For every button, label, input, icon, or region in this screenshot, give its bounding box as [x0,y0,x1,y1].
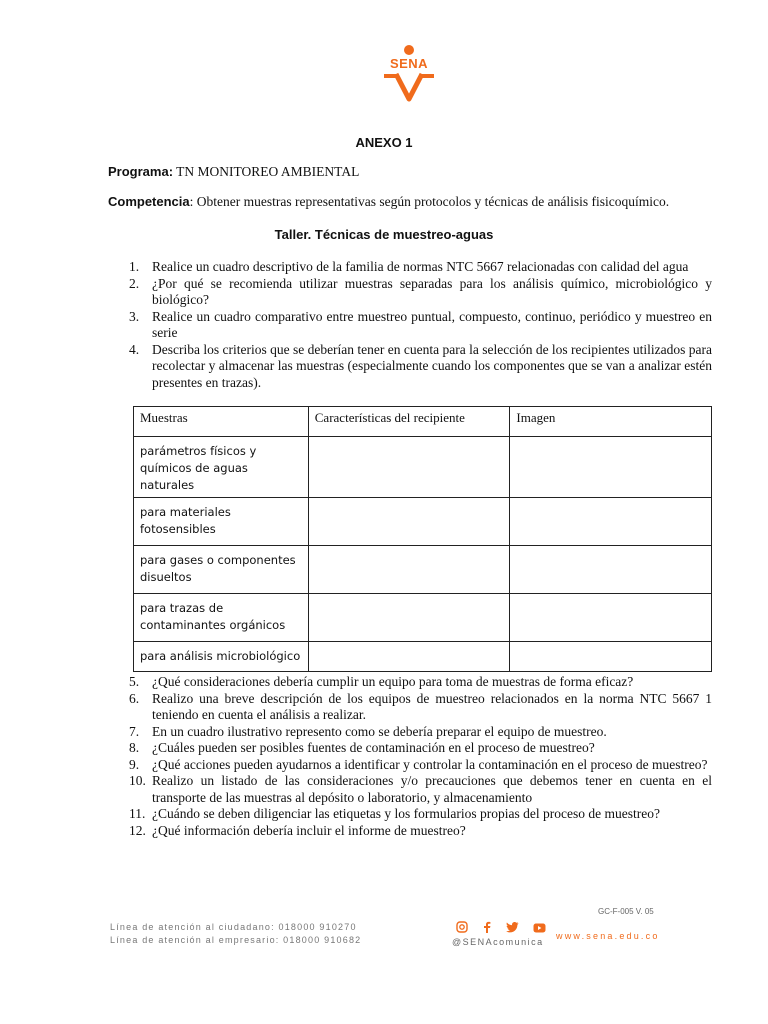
table-header-row [134,407,712,437]
table-cell-image[interactable] [510,437,712,498]
facebook-icon[interactable] [482,920,492,938]
table-header: Imagen [510,407,712,437]
workshop-title: Taller. Técnicas de muestreo-aguas [274,227,494,242]
question-item: 6. Realizo una breve descripción de los equipos de muestreo relacionados en la norma NTC 5667 1 teniendo en cuenta el análisis a realizar. [129,690,712,722]
table-row [134,642,712,672]
competence-line [108,194,718,210]
table-row [134,437,712,498]
question-item: 7. En un cuadro ilustrativo represento como se debería preparar el equipo de muestreo. [129,723,607,739]
table-row [134,594,712,642]
table-cell-sample: para trazas de contaminantes orgánicos [134,594,309,642]
question-item: 5. ¿Qué consideraciones debería cumplir un equipo para toma de muestras de forma eficaz? [129,674,634,689]
sena-logo [374,44,444,104]
question-item: 12. ¿Qué información debería incluir el informe de muestreo? [129,822,466,838]
table-header: Muestras [134,407,309,437]
table-cell-container[interactable] [308,498,510,546]
question-item: 9. ¿Qué acciones pueden ayudarnos a identificar y controlar la contaminación en el proceso de muestreo? [129,756,708,772]
question-item: 3. Realice un cuadro comparativo entre muestreo puntual, compuesto, continuo, periódico y muestreo en serie [129,308,712,340]
table-cell-sample: para análisis microbiológico [134,642,309,672]
table-cell-sample: parámetros físicos y químicos de aguas naturales [134,437,309,498]
table-cell-sample: para materiales fotosensibles [134,498,309,546]
samples-table [133,406,712,672]
logo-text: SENA [389,56,429,71]
table-cell-image[interactable] [510,546,712,594]
table-row [134,498,712,546]
table-cell-container[interactable] [308,594,510,642]
website-link[interactable]: www.sena.edu.co [556,931,660,941]
form-code: GC-F-005 V. 05 [598,907,654,916]
social-icons [456,920,556,934]
table-cell-image[interactable] [510,594,712,642]
social-handle[interactable]: @SENAcomunica [452,937,544,947]
table-cell-image[interactable] [510,498,712,546]
question-item: 11. ¿Cuándo se deben diligenciar las etiquetas y los formularios propias del proceso de muestreo? [129,806,660,821]
question-item: 8. ¿Cuáles pueden ser posibles fuentes de contaminación en el proceso de muestreo? [129,740,595,755]
competence-label: Competencia [108,194,190,209]
footer-contact [110,921,361,947]
question-item: 4. Describa los criterios que se deberían tener en cuenta para la selección de los recipientes utilizados para recolectar y almacenar las muestras (especialmente cuando los componentes que se van a analizar estén presentes en trazas). [129,341,712,390]
program-label: Programa: [108,164,174,179]
annex-title: ANEXO 1 [355,135,413,150]
business-line: Línea de atención al empresario: 018000 910682 [110,935,362,945]
twitter-icon[interactable] [506,920,519,938]
table-cell-container[interactable] [308,546,510,594]
sena-logo-mark [374,44,444,104]
instagram-icon[interactable] [456,920,468,938]
questions-list-a [108,259,712,391]
youtube-icon[interactable] [533,920,546,938]
table-row [134,546,712,594]
table-cell-sample: para gases o componentes disueltos [134,546,309,594]
question-item: 1. Realice un cuadro descriptivo de la familia de normas NTC 5667 relacionadas con calidad del agua [129,259,689,274]
table-cell-image[interactable] [510,642,712,672]
table-cell-container[interactable] [308,437,510,498]
program-value: TN MONITOREO AMBIENTAL [176,164,360,179]
questions-list-b [108,674,712,839]
program-line [108,164,359,180]
table-header: Características del recipiente [308,407,510,437]
citizen-line: Línea de atención al ciudadano: 018000 910270 [110,922,357,932]
question-item: 10. Realizo un listado de las consideraciones y/o precauciones que debemos tener en cuenta en el transporte de las muestras al depósito o laboratorio, y almacenamiento [129,773,712,805]
table-cell-container[interactable] [308,642,510,672]
question-item: 2. ¿Por qué se recomienda utilizar muestras separadas para los análisis químico, microbiológico y biológico? [129,275,712,307]
competence-value: : Obtener muestras representativas según protocolos y técnicas de análisis fisicoquímico. [189,194,670,209]
